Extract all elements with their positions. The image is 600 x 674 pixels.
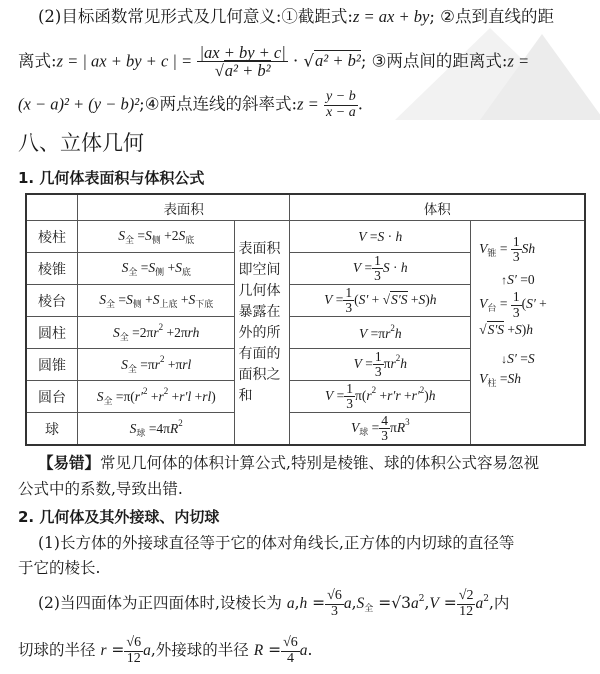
table-header-cell: 表面积 bbox=[77, 194, 289, 221]
item-1-line-2: 于它的棱长. bbox=[18, 559, 101, 577]
subsection-title-1: 1. 几何体表面积与体积公式 bbox=[18, 169, 205, 187]
subsection-title-2: 2. 几何体及其外接球、内切球 bbox=[18, 508, 220, 526]
surface-formula: $S_全 =\pi(r'^2 +r^2 +r'l +rl)$ bbox=[77, 381, 235, 413]
surface-formula: $S_球 =4\pi R^2$ bbox=[77, 413, 235, 446]
para-2-line-2: 离式:z = | ax + by + c | = $\frac{|ax + by + c|}{\text{√a² + b²}}$ · √a² + b²; ③两点间的距离式:z = bbox=[18, 43, 530, 81]
shape-name: 圆锥 bbox=[26, 349, 77, 381]
mistake-tag: 【易错】 bbox=[38, 454, 101, 472]
slope-fraction: $\frac{y - b}{x - a}$ bbox=[326, 89, 356, 120]
item-2-line-1: (2)当四面体为正四面体时,设棱长为 a,h = $\frac{√6}{3}$ $a,S_全 =√3a^2,V$ = $\frac{√2}{12}$ $a^2$,内 bbox=[38, 588, 510, 619]
para-2-line-1: (2)目标函数常见形式及几何意义:①截距式:z = ax + by; ②点到直线的距 bbox=[38, 7, 554, 26]
formula-table bbox=[25, 193, 586, 446]
shape-name: 棱锥 bbox=[26, 253, 77, 285]
surface-formula: $S_全 =S_侧 +S_底$ bbox=[77, 253, 235, 285]
volume-formula: $V_球$ = $\frac{4}{3}$ $\pi R^3$ bbox=[290, 413, 471, 446]
table-header-row bbox=[26, 194, 585, 221]
volume-formula: V = $\frac{1}{3}$ (S′ + √S′S +S)h bbox=[290, 285, 471, 317]
shape-name: 棱台 bbox=[26, 285, 77, 317]
mistake-note-line-2: 公式中的系数,导致出错. bbox=[18, 480, 183, 498]
distance-fraction: $\frac{|ax + by + c|}{\text{√a² + b²}}$ bbox=[199, 43, 286, 81]
shape-name: 圆台 bbox=[26, 381, 77, 413]
shape-name: 圆柱 bbox=[26, 317, 77, 349]
surface-formula: $S_全 =\pi r^2 +\pi rl$ bbox=[77, 349, 235, 381]
item-2-line-2: 切球的半径 r = $\frac{√6}{12}$ a,外接球的半径 R = $\frac{√6}{4}$ a. bbox=[18, 635, 313, 666]
volume-formula: V = $\frac{1}{3}$ S · h bbox=[290, 253, 471, 285]
section-title: 八、立体几何 bbox=[18, 131, 144, 155]
volume-relation: $V_锥$ = $\frac{1}{3}$ Sh ↑S′ =0 $V_台$ = $\frac{1}{3}$ (S′ + √S′S +S)h ↓S′ =S $V_柱 =Sh$ bbox=[471, 221, 585, 446]
item-1-line-1: (1)长方体的外接球直径等于它的体对角线长,正方体的内切球的直径等 bbox=[38, 534, 515, 552]
shape-name: 棱柱 bbox=[26, 221, 77, 253]
volume-formula: V = $\frac{1}{3}$ $\pi(r^2 +r'r +r'^2)h$ bbox=[290, 381, 471, 413]
table-header-cell bbox=[26, 194, 77, 221]
surface-formula: $S_全 =S_侧 +S_{上底} +S_{下底}$ bbox=[77, 285, 235, 317]
shape-name: 球 bbox=[26, 413, 77, 446]
mistake-note-line-1: 【易错】常见几何体的体积计算公式,特别是棱锥、球的体积公式容易忽视 bbox=[38, 454, 539, 472]
surface-description: 表面积 即空间 几何体 暴露在 外的所 有面的 面积之 和 bbox=[235, 221, 290, 446]
surface-formula: $S_全 =2\pi r^2 +2\pi rh$ bbox=[77, 317, 235, 349]
surface-formula: $S_全 =S_侧 +2S_底$ bbox=[77, 221, 235, 253]
volume-formula: $V =\pi r^2h$ bbox=[290, 317, 471, 349]
table-header-cell: 体积 bbox=[290, 194, 585, 221]
para-2-line-3: (x − a)² + (y − b)²;④两点连线的斜率式:z = $\frac{y - b}{x - a}$ . bbox=[18, 89, 363, 120]
table-row bbox=[26, 221, 585, 253]
volume-formula: V =S · h bbox=[290, 221, 471, 253]
volume-formula: V = $\frac{1}{3}$ $\pi r^2h$ bbox=[290, 349, 471, 381]
